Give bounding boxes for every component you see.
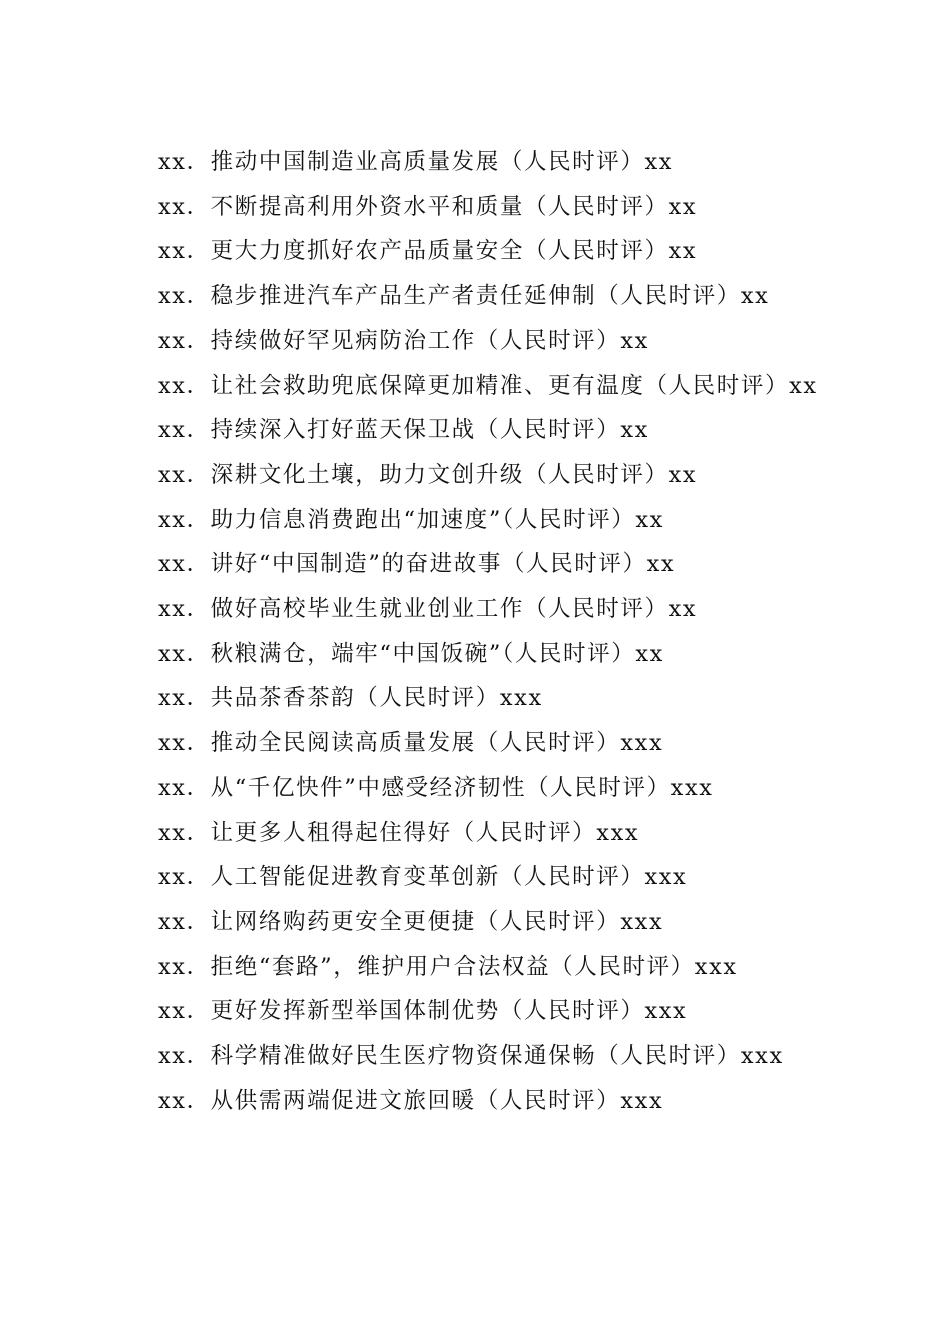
list-item: xx．从“千亿快件”中感受经济韧性（人民时评）xxx xyxy=(158,774,714,801)
list-item: xx．秋粮满仓，端牢“中国饭碗”（人民时评）xx xyxy=(158,640,664,667)
list-item: xx．共品茶香茶韵（人民时评）xxx xyxy=(158,685,543,712)
list-item: xx．更好发挥新型举国体制优势（人民时评）xxx xyxy=(158,998,688,1025)
list-item: xx．做好高校毕业生就业创业工作（人民时评）xx xyxy=(158,596,698,623)
list-item: xx．持续做好罕见病防治工作（人民时评）xx xyxy=(158,327,649,354)
list-item: xx．深耕文化土壤，助力文创升级（人民时评）xx xyxy=(158,461,698,488)
list-item: xx．推动全民阅读高质量发展（人民时评）xxx xyxy=(158,730,664,757)
list-item: xx．科学精准做好民生医疗物资保通保畅（人民时评）xxx xyxy=(158,1043,784,1070)
list-item: xx．人工智能促进教育变革创新（人民时评）xxx xyxy=(158,864,688,891)
article-list xyxy=(118,140,830,1123)
list-item: xx．助力信息消费跑出“加速度”（人民时评）xx xyxy=(158,506,664,533)
list-item: xx．更大力度抓好农产品质量安全（人民时评）xx xyxy=(158,238,698,265)
list-item: xx．让社会救助兜底保障更加精准、更有温度（人民时评）xx xyxy=(158,372,818,399)
list-item: xx．从供需两端促进文旅回暖（人民时评）xxx xyxy=(158,1087,664,1114)
list-item: xx．稳步推进汽车产品生产者责任延伸制（人民时评）xx xyxy=(158,283,770,310)
list-item: xx．推动中国制造业高质量发展（人民时评）xx xyxy=(158,149,674,175)
list-item: xx．让网络购药更安全更便捷（人民时评）xxx xyxy=(158,908,664,935)
list-item: xx．持续深入打好蓝天保卫战（人民时评）xx xyxy=(158,417,649,444)
list-item: xx．让更多人租得起住得好（人民时评）xxx xyxy=(158,819,640,846)
list-item: xx．讲好“中国制造”的奋进故事（人民时评）xx xyxy=(158,551,676,578)
list-item: xx．不断提高利用外资水平和质量（人民时评）xx xyxy=(158,193,698,220)
list-item: xx．拒绝“套路”，维护用户合法权益（人民时评）xxx xyxy=(158,953,738,980)
